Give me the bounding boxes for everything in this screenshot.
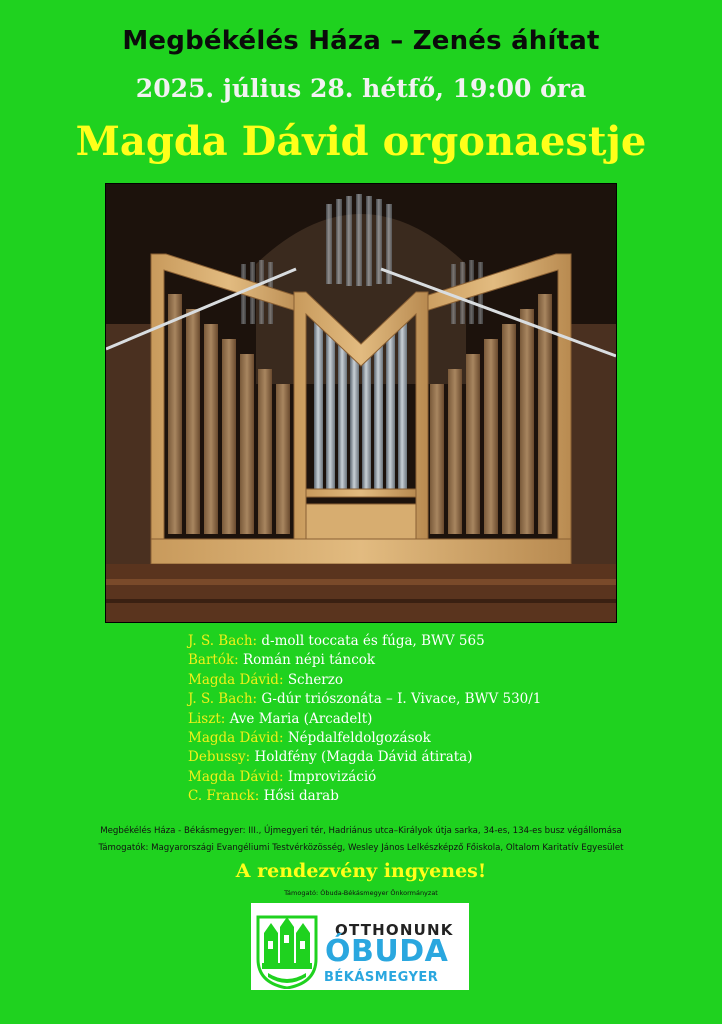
logo-text-obuda: ÓBUDA (325, 934, 449, 969)
program-list (188, 632, 648, 807)
program-composer: C. Franck: (188, 788, 260, 805)
venue-address: Megbékélés Háza - Békásmegyer: III., Újmegyeri tér, Hadriánus utca–Királyok útja sarka, 34-es, 134-es busz végállomása (100, 826, 622, 836)
program-composer: Debussy: (188, 749, 251, 766)
program-composer: Bartók: (188, 652, 239, 669)
program-work: G-dúr triószonáta – I. Vivace, BWV 530/1 (261, 691, 542, 708)
logo-text-bekasmegyer: BÉKÁSMEGYER (324, 970, 439, 985)
program-work: Holdfény (Magda Dávid átirata) (254, 749, 473, 766)
program-work: Népdalfeldolgozások (287, 730, 431, 747)
program-item (188, 710, 648, 729)
program-composer: J. S. Bach: (188, 633, 258, 649)
sponsor-logo (251, 903, 469, 990)
program-composer: J. S. Bach: (188, 691, 258, 708)
program-item (188, 787, 648, 806)
program-item (188, 671, 648, 690)
logo-text-otthonunk: OTTHONUNK (335, 921, 454, 939)
organ-photo (105, 183, 617, 623)
program-composer: Magda Dávid: (188, 730, 284, 747)
program-composer: Magda Dávid: (188, 768, 284, 785)
program-composer: Liszt: (188, 710, 226, 727)
program-work: Scherzo (287, 671, 343, 688)
program-composer: Magda Dávid: (188, 671, 284, 688)
free-admission-note: A rendezvény ingyenes! (235, 860, 487, 882)
program-item (188, 690, 648, 709)
program-work: d-moll toccata és fúga, BWV 565 (261, 633, 485, 649)
program-item (188, 729, 648, 748)
program-work: Improvizáció (287, 768, 377, 785)
program-item (188, 748, 648, 767)
coat-of-arms-icon (256, 913, 318, 989)
program-item (188, 768, 648, 787)
program-work: Ave Maria (Arcadelt) (229, 710, 373, 727)
program-work: Román népi táncok (243, 652, 376, 669)
program-item (188, 632, 648, 651)
program-work: Hősi darab (263, 788, 339, 805)
supporters-line: Támogatók: Magyarországi Evangéliumi Testvérközösség, Wesley János Lelkészképző Főiskola, Oltalom Karitatív Egyesület (98, 843, 624, 853)
sponsor-note: Támogató: Óbuda-Békásmegyer Önkormányzat (284, 889, 438, 897)
event-date: 2025. július 28. hétfő, 19:00 óra (135, 74, 587, 103)
page-title: Magda Dávid orgonaestje (75, 118, 647, 165)
venue-title: Megbékélés Háza – Zenés áhítat (122, 26, 600, 56)
program-item (188, 651, 648, 670)
